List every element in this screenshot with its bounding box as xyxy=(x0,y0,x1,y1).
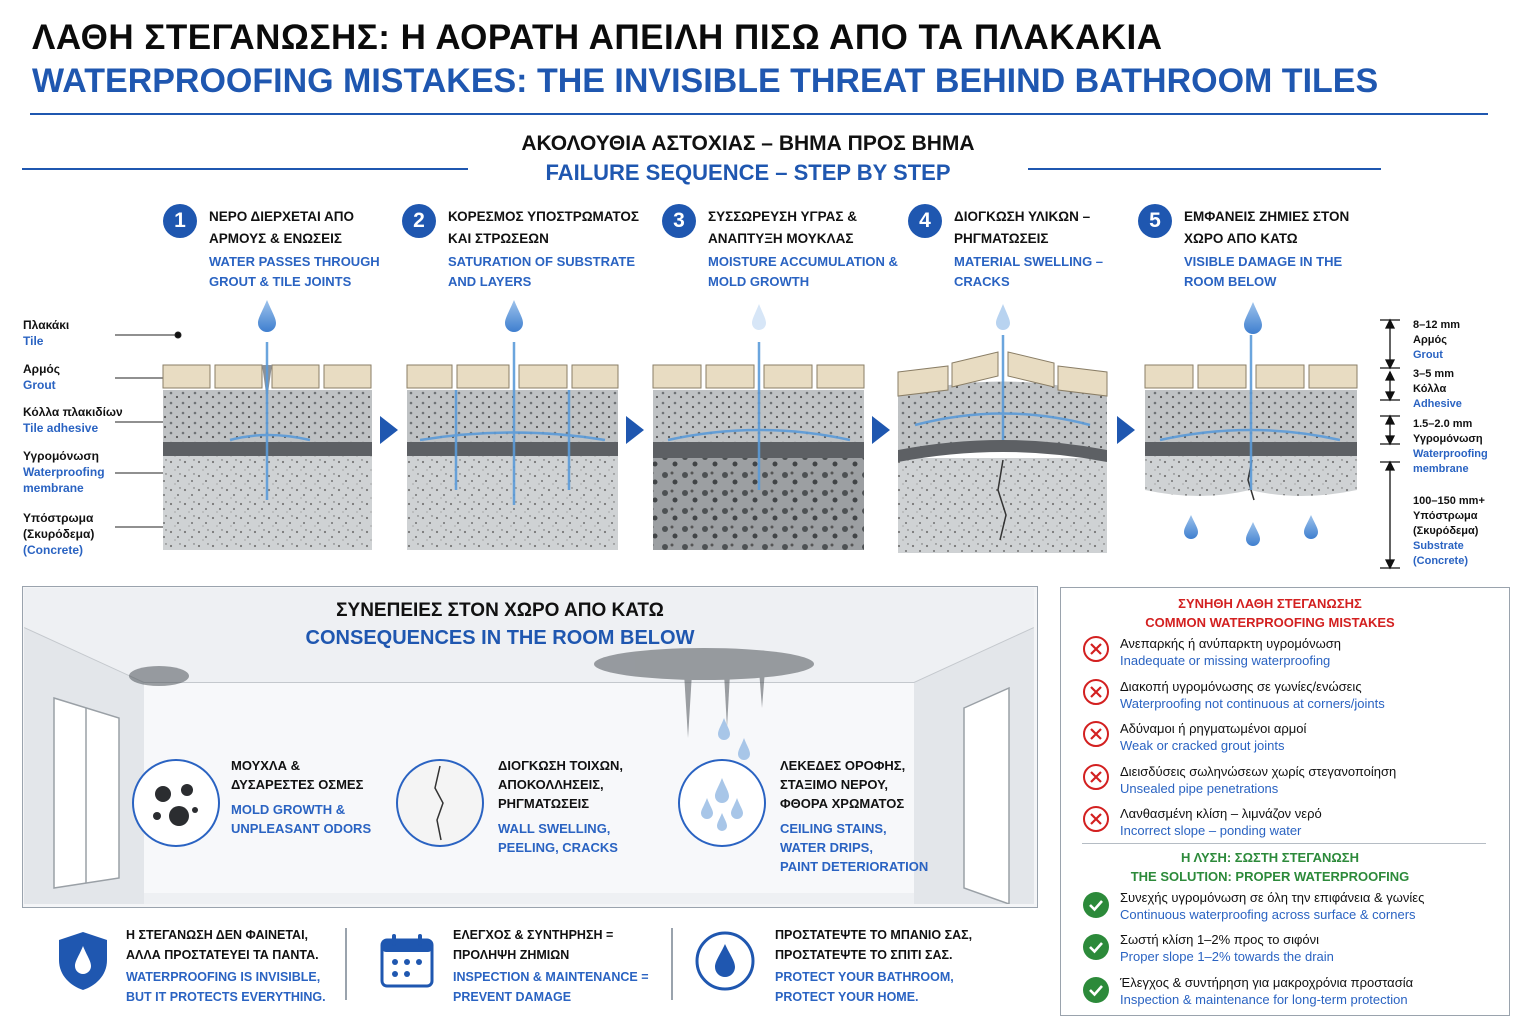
layer-label-greek: Υγρομόνωση xyxy=(23,449,99,463)
layer-label-greek: Κόλλα πλακιδίων xyxy=(23,405,123,419)
step-title-greek: ΝΕΡΟ ΔΙΕΡΧΕΤΑΙ ΑΠΟ xyxy=(209,209,354,224)
layer-label-english: Tile xyxy=(23,334,44,348)
footer-english: PROTECT YOUR BATHROOM, xyxy=(775,970,954,984)
solution-greek: Έλεγχος & συντήρηση για μακροχρόνια προστασία xyxy=(1120,975,1414,990)
mold-icon xyxy=(131,758,221,848)
wall-crack-icon xyxy=(395,758,485,848)
dimension-label-greek: Υγρομόνωση xyxy=(1413,433,1483,445)
dimension-label-english: Adhesive xyxy=(1413,398,1462,410)
consequence-english: MOLD GROWTH & xyxy=(231,802,346,817)
dimension-size: 3–5 mm xyxy=(1413,368,1454,380)
dimension-size: 1.5–2.0 mm xyxy=(1413,418,1473,430)
consequence-mold xyxy=(231,756,391,838)
consequence-ceiling xyxy=(780,756,980,876)
step-title-english: VISIBLE DAMAGE IN THE xyxy=(1184,254,1343,269)
header-divider xyxy=(30,113,1488,115)
footer-greek: Η ΣΤΕΓΑΝΩΣΗ ΔΕΝ ΦΑΙΝΕΤΑΙ, xyxy=(126,928,309,942)
dimension-substrate xyxy=(1413,494,1528,569)
layer-label-greek: (Σκυρόδεμα) xyxy=(23,527,95,541)
mistake-greek: Ανεπαρκής ή ανύπαρκτη υγρομόνωση xyxy=(1120,636,1342,651)
solution-english: Proper slope 1–2% towards the drain xyxy=(1120,949,1334,964)
solution-title-english: THE SOLUTION: PROPER WATERPROOFING xyxy=(1130,869,1410,884)
layer-label-greek: Υπόστρωμα xyxy=(23,511,94,525)
step-number-badge: 3 xyxy=(662,204,696,238)
consequence-greek: ΦΘΟΡΑ ΧΡΩΜΑΤΟΣ xyxy=(780,796,905,811)
arrow-right-icon xyxy=(1117,416,1135,444)
consequence-english: PAINT DETERIORATION xyxy=(780,859,929,874)
error-x-icon xyxy=(1082,678,1110,706)
arrow-right-icon xyxy=(380,416,398,444)
step-title-english: MATERIAL SWELLING – xyxy=(954,254,1104,269)
mistakes-title-greek: ΣΥΝΗΘΗ ΛΑΘΗ ΣΤΕΓΑΝΩΣΗΣ xyxy=(1178,596,1362,611)
error-x-icon xyxy=(1082,635,1110,663)
consequence-english: PEELING, CRACKS xyxy=(498,840,618,855)
check-icon xyxy=(1082,933,1110,961)
footer-english: BUT IT PROTECTS EVERYTHING. xyxy=(126,990,326,1004)
water-drop-icon xyxy=(505,300,523,332)
step-title-greek: ΚΑΙ ΣΤΡΩΣΕΩΝ xyxy=(448,231,549,246)
window xyxy=(54,698,119,888)
cross-section-step-1 xyxy=(163,300,372,550)
error-x-icon xyxy=(1082,720,1110,748)
dimension-grout xyxy=(1413,318,1523,363)
consequences-title-greek: ΣΥΝΕΠΕΙΕΣ ΣΤΟΝ ΧΩΡΟ ΑΠΟ ΚΑΤΩ xyxy=(336,600,664,621)
footer-greek: ΕΛΕΓΧΟΣ & ΣΥΝΤΗΡΗΣΗ = xyxy=(453,928,614,942)
water-drop-icon xyxy=(1244,302,1262,334)
failure-sequence-cross-sections xyxy=(0,290,1380,570)
step-title-english: MOLD GROWTH xyxy=(708,274,810,289)
step-number-badge: 2 xyxy=(402,204,436,238)
step-number-badge: 1 xyxy=(163,204,197,238)
footer-english: PROTECT YOUR HOME. xyxy=(775,990,919,1004)
footer-greek: ΠΡΟΛΗΨΗ ΖΗΜΙΩΝ xyxy=(453,948,570,962)
cross-section-step-3 xyxy=(653,304,864,550)
ceiling-drip-icon xyxy=(677,758,767,848)
check-icon xyxy=(1082,891,1110,919)
mistake-greek: Διακοπή υγρομόνωσης σε γωνίες/ενώσεις xyxy=(1120,679,1362,694)
cross-section-step-2 xyxy=(407,300,618,550)
footer-english: WATERPROOFING IS INVISIBLE, xyxy=(126,970,321,984)
layer-label-english: Tile adhesive xyxy=(23,421,99,435)
mistake-greek: Λανθασμένη κλίση – λιμνάζον νερό xyxy=(1120,806,1322,821)
footer-greek: ΑΛΛΑ ΠΡΟΣΤΑΤΕΥΕΙ ΤΑ ΠΑΝΤΑ. xyxy=(126,948,319,962)
step-title-greek: ΚΟΡΕΣΜΟΣ ΥΠΟΣΤΡΩΜΑΤΟΣ xyxy=(448,209,640,224)
mistake-greek: Αδύναμοι ή ρηγματωμένοι αρμοί xyxy=(1120,721,1307,736)
dimension-label-greek: Υπόστρωμα xyxy=(1413,510,1478,522)
step-title-greek: ΕΜΦΑΝΕΙΣ ΖΗΜΙΕΣ ΣΤΟΝ xyxy=(1184,209,1350,224)
consequence-greek: ΣΤΑΞΙΜΟ ΝΕΡΟΥ, xyxy=(780,777,889,792)
consequence-english: CEILING STAINS, xyxy=(780,821,887,836)
sequence-rule-left xyxy=(22,168,468,170)
step-title-greek: ΑΝΑΠΤΥΞΗ ΜΟΥΚΛΑΣ xyxy=(708,231,854,246)
mistake-english: Unsealed pipe penetrations xyxy=(1120,781,1279,796)
consequence-greek: ΛΕΚΕΔΕΣ ΟΡΟΦΗΣ, xyxy=(780,758,906,773)
arrow-right-icon xyxy=(626,416,644,444)
solution-title-greek: Η ΛΥΣΗ: ΣΩΣΤΗ ΣΤΕΓΑΝΩΣΗ xyxy=(1181,850,1359,865)
check-icon xyxy=(1082,976,1110,1004)
calendar-icon xyxy=(380,932,434,988)
error-x-icon xyxy=(1082,805,1110,833)
dimension-adhesive xyxy=(1413,367,1523,412)
dimension-label-english: Grout xyxy=(1413,349,1443,361)
page-title-english: WATERPROOFING MISTAKES: THE INVISIBLE THREAT BEHIND BATHROOM TILES xyxy=(32,62,1379,100)
layer-label-english: membrane xyxy=(23,481,84,495)
step-title-english: MOISTURE ACCUMULATION & xyxy=(708,254,898,269)
layer-label-english: Grout xyxy=(23,378,56,392)
arrow-right-icon xyxy=(872,416,890,444)
footer-message-3 xyxy=(775,925,1015,1007)
step-title-greek: ΑΡΜΟΥΣ & ΕΝΩΣΕΙΣ xyxy=(209,231,343,246)
page-title-greek: ΛΑΘΗ ΣΤΕΓΑΝΩΣΗΣ: Η ΑΟΡΑΤΗ ΑΠΕΙΛΗ ΠΙΣΩ ΑΠΟ ΤΑ ΠΛΑΚΑΚΙΑ xyxy=(32,18,1163,57)
water-drop-icon xyxy=(694,930,756,992)
solution-greek: Συνεχής υγρομόνωση σε όλη την επιφάνεια & γωνίες xyxy=(1120,890,1425,905)
step-title-greek: ΧΩΡΟ ΑΠΟ ΚΑΤΩ xyxy=(1184,231,1298,246)
step-title-greek: ΡΗΓΜΑΤΩΣΕΙΣ xyxy=(954,231,1049,246)
footer-greek: ΠΡΟΣΤΑΤΕΨΤΕ ΤΟ ΣΠΙΤΙ ΣΑΣ. xyxy=(775,948,953,962)
layer-label-english: (Concrete) xyxy=(23,543,84,557)
water-drop-icon xyxy=(752,304,766,330)
step-number-badge: 4 xyxy=(908,204,942,238)
cross-section-step-5 xyxy=(1145,302,1357,546)
step-title-greek: ΣΥΣΣΩΡΕΥΣΗ ΥΓΡΑΣ & xyxy=(708,209,857,224)
water-drop-icon xyxy=(996,304,1010,330)
mistake-greek: Διεισδύσεις σωληνώσεων χωρίς στεγανοποίηση xyxy=(1120,764,1397,779)
dimension-label-english: Substrate xyxy=(1413,540,1464,552)
consequence-greek: ΡΗΓΜΑΤΩΣΕΙΣ xyxy=(498,796,590,811)
consequence-greek: ΔΥΣΑΡΕΣΤΕΣ ΟΣΜΕΣ xyxy=(231,777,364,792)
footer-english: INSPECTION & MAINTENANCE = xyxy=(453,970,649,984)
mistake-english: Incorrect slope – ponding water xyxy=(1120,823,1302,838)
sequence-title-english: FAILURE SEQUENCE – STEP BY STEP xyxy=(545,160,951,185)
step-number-badge: 5 xyxy=(1138,204,1172,238)
step-title-english: ROOM BELOW xyxy=(1184,274,1277,289)
step-title-english: SATURATION OF SUBSTRATE xyxy=(448,254,636,269)
consequences-title-english: CONSEQUENCES IN THE ROOM BELOW xyxy=(305,627,695,649)
shield-drop-icon xyxy=(57,930,109,992)
footer-greek: ΠΡΟΣΤΑΤΕΨΤΕ ΤΟ ΜΠΑΝΙΟ ΣΑΣ, xyxy=(775,928,973,942)
consequence-english: WATER DRIPS, xyxy=(780,840,873,855)
footer-message-2 xyxy=(453,925,673,1007)
consequence-greek: ΜΟΥΧΛΑ & xyxy=(231,758,300,773)
consequence-greek: ΑΠΟΚΟΛΛΗΣΕΙΣ, xyxy=(498,777,604,792)
dripping-drops xyxy=(1184,515,1318,546)
dimension-label-english: membrane xyxy=(1413,463,1469,475)
dimension-membrane xyxy=(1413,417,1523,477)
solution-greek: Σωστή κλίση 1–2% προς το σιφόνι xyxy=(1120,932,1320,947)
footer-message-1 xyxy=(126,925,336,1007)
layer-label-greek: Πλακάκι xyxy=(23,318,70,332)
consequence-greek: ΔΙΟΓΚΩΣΗ ΤΟΙΧΩΝ, xyxy=(498,758,624,773)
dimension-size: 100–150 mm+ xyxy=(1413,495,1485,507)
solution-english: Continuous waterproofing across surface & corners xyxy=(1120,907,1416,922)
mistake-english: Inadequate or missing waterproofing xyxy=(1120,653,1331,668)
layer-label-greek: Αρμός xyxy=(23,362,61,376)
dimension-label-greek: Αρμός xyxy=(1413,334,1447,346)
step-title-english: CRACKS xyxy=(954,274,1010,289)
step-title-english: WATER PASSES THROUGH xyxy=(209,254,380,269)
sequence-title-greek: ΑΚΟΛΟΥΘΙΑ ΑΣΤΟΧΙΑΣ – ΒΗΜΑ ΠΡΟΣ ΒΗΜΑ xyxy=(521,132,975,155)
step-title-english: GROUT & TILE JOINTS xyxy=(209,274,352,289)
footer-divider xyxy=(345,928,347,1000)
dimension-label-greek: Κόλλα xyxy=(1413,383,1447,395)
mistakes-divider xyxy=(1082,843,1486,844)
cross-section-step-4 xyxy=(898,304,1107,553)
consequence-english: UNPLEASANT ODORS xyxy=(231,821,372,836)
error-x-icon xyxy=(1082,763,1110,791)
dimension-markers xyxy=(1376,316,1404,574)
dimension-label-english: Waterproofing xyxy=(1413,448,1488,460)
mistake-english: Weak or cracked grout joints xyxy=(1120,738,1285,753)
consequence-walls xyxy=(498,756,658,857)
mistake-english: Waterproofing not continuous at corners/joints xyxy=(1120,696,1385,711)
footer-english: PREVENT DAMAGE xyxy=(453,990,572,1004)
dimension-label-english: (Concrete) xyxy=(1413,555,1469,567)
mistakes-title-english: COMMON WATERPROOFING MISTAKES xyxy=(1145,615,1395,630)
dimension-label-greek: (Σκυρόδεμα) xyxy=(1413,525,1479,537)
water-drop-icon xyxy=(258,300,276,332)
dimension-size: 8–12 mm xyxy=(1413,319,1461,331)
step-title-greek: ΔΙΟΓΚΩΣΗ ΥΛΙΚΩΝ – xyxy=(954,209,1091,224)
layer-label-english: Waterproofing xyxy=(23,465,105,479)
step-title-english: AND LAYERS xyxy=(448,274,532,289)
solution-english: Inspection & maintenance for long-term protection xyxy=(1120,992,1408,1007)
consequence-english: WALL SWELLING, xyxy=(498,821,611,836)
sequence-rule-right xyxy=(1028,168,1381,170)
footer-divider xyxy=(671,928,673,1000)
